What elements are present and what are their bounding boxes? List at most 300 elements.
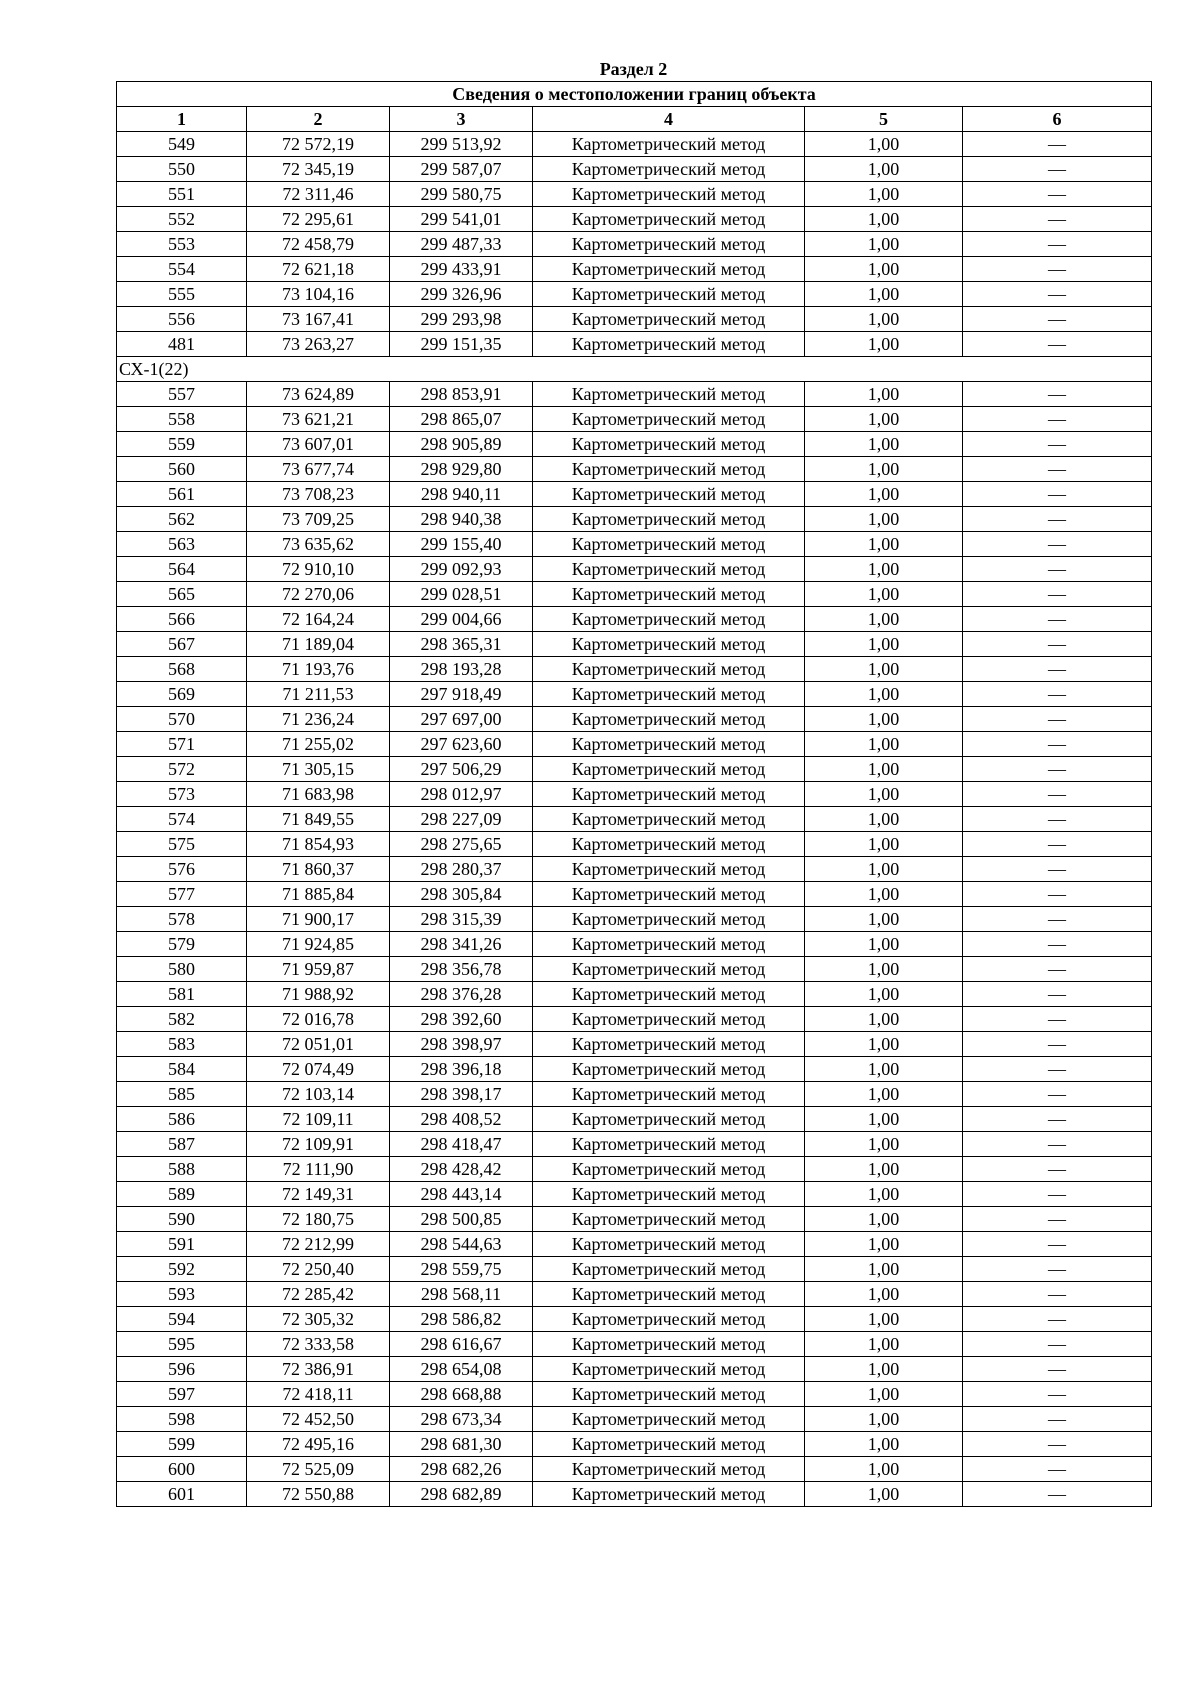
method-cell: Картометрический метод xyxy=(533,1407,805,1432)
table-row xyxy=(117,307,1152,332)
table-row xyxy=(117,1132,1152,1157)
column-numbers-row xyxy=(117,107,1152,132)
group-header-row xyxy=(117,357,1152,382)
column-number: 6 xyxy=(963,107,1152,132)
method-cell: Картометрический метод xyxy=(533,1007,805,1032)
x-coordinate-cell: 72 495,16 xyxy=(247,1432,390,1457)
group-label: СХ-1(22) xyxy=(117,357,1152,382)
y-coordinate-cell: 299 004,66 xyxy=(390,607,533,632)
method-cell: Картометрический метод xyxy=(533,1332,805,1357)
x-coordinate-cell: 72 109,91 xyxy=(247,1132,390,1157)
x-coordinate-cell: 72 572,19 xyxy=(247,132,390,157)
point-number-cell: 592 xyxy=(117,1257,247,1282)
method-cell: Картометрический метод xyxy=(533,407,805,432)
x-coordinate-cell: 73 708,23 xyxy=(247,482,390,507)
y-coordinate-cell: 298 568,11 xyxy=(390,1282,533,1307)
note-cell: — xyxy=(963,982,1152,1007)
method-cell: Картометрический метод xyxy=(533,182,805,207)
point-number-cell: 555 xyxy=(117,282,247,307)
x-coordinate-cell: 72 111,90 xyxy=(247,1157,390,1182)
accuracy-cell: 1,00 xyxy=(805,1482,963,1507)
table-row xyxy=(117,782,1152,807)
method-cell: Картометрический метод xyxy=(533,557,805,582)
table-row xyxy=(117,807,1152,832)
table-row xyxy=(117,1232,1152,1257)
x-coordinate-cell: 71 854,93 xyxy=(247,832,390,857)
accuracy-cell: 1,00 xyxy=(805,1007,963,1032)
note-cell: — xyxy=(963,1407,1152,1432)
x-coordinate-cell: 71 924,85 xyxy=(247,932,390,957)
x-coordinate-cell: 71 255,02 xyxy=(247,732,390,757)
x-coordinate-cell: 73 624,89 xyxy=(247,382,390,407)
method-cell: Картометрический метод xyxy=(533,207,805,232)
y-coordinate-cell: 298 940,38 xyxy=(390,507,533,532)
accuracy-cell: 1,00 xyxy=(805,1432,963,1457)
point-number-cell: 569 xyxy=(117,682,247,707)
x-coordinate-cell: 71 211,53 xyxy=(247,682,390,707)
point-number-cell: 583 xyxy=(117,1032,247,1057)
table-row xyxy=(117,1082,1152,1107)
point-number-cell: 596 xyxy=(117,1357,247,1382)
accuracy-cell: 1,00 xyxy=(805,882,963,907)
note-cell: — xyxy=(963,682,1152,707)
point-number-cell: 557 xyxy=(117,382,247,407)
accuracy-cell: 1,00 xyxy=(805,957,963,982)
method-cell: Картометрический метод xyxy=(533,282,805,307)
y-coordinate-cell: 298 905,89 xyxy=(390,432,533,457)
x-coordinate-cell: 72 333,58 xyxy=(247,1332,390,1357)
table-row xyxy=(117,182,1152,207)
x-coordinate-cell: 72 074,49 xyxy=(247,1057,390,1082)
method-cell: Картометрический метод xyxy=(533,807,805,832)
x-coordinate-cell: 72 386,91 xyxy=(247,1357,390,1382)
point-number-cell: 550 xyxy=(117,157,247,182)
column-number: 2 xyxy=(247,107,390,132)
y-coordinate-cell: 298 544,63 xyxy=(390,1232,533,1257)
table-body xyxy=(117,82,1152,1507)
accuracy-cell: 1,00 xyxy=(805,282,963,307)
x-coordinate-cell: 71 988,92 xyxy=(247,982,390,1007)
method-cell: Картометрический метод xyxy=(533,432,805,457)
method-cell: Картометрический метод xyxy=(533,457,805,482)
note-cell: — xyxy=(963,657,1152,682)
x-coordinate-cell: 72 149,31 xyxy=(247,1182,390,1207)
table-row xyxy=(117,382,1152,407)
table-row xyxy=(117,332,1152,357)
y-coordinate-cell: 298 668,88 xyxy=(390,1382,533,1407)
y-coordinate-cell: 298 428,42 xyxy=(390,1157,533,1182)
method-cell: Картометрический метод xyxy=(533,1282,805,1307)
accuracy-cell: 1,00 xyxy=(805,832,963,857)
x-coordinate-cell: 73 635,62 xyxy=(247,532,390,557)
method-cell: Картометрический метод xyxy=(533,707,805,732)
note-cell: — xyxy=(963,157,1152,182)
method-cell: Картометрический метод xyxy=(533,1082,805,1107)
method-cell: Картометрический метод xyxy=(533,582,805,607)
x-coordinate-cell: 73 104,16 xyxy=(247,282,390,307)
note-cell: — xyxy=(963,1282,1152,1307)
method-cell: Картометрический метод xyxy=(533,507,805,532)
y-coordinate-cell: 298 586,82 xyxy=(390,1307,533,1332)
table-row xyxy=(117,132,1152,157)
x-coordinate-cell: 72 212,99 xyxy=(247,1232,390,1257)
point-number-cell: 593 xyxy=(117,1282,247,1307)
y-coordinate-cell: 299 541,01 xyxy=(390,207,533,232)
table-row xyxy=(117,657,1152,682)
accuracy-cell: 1,00 xyxy=(805,982,963,1007)
note-cell: — xyxy=(963,782,1152,807)
note-cell: — xyxy=(963,282,1152,307)
method-cell: Картометрический метод xyxy=(533,1182,805,1207)
method-cell: Картометрический метод xyxy=(533,982,805,1007)
y-coordinate-cell: 298 398,17 xyxy=(390,1082,533,1107)
accuracy-cell: 1,00 xyxy=(805,582,963,607)
y-coordinate-cell: 298 275,65 xyxy=(390,832,533,857)
note-cell: — xyxy=(963,1357,1152,1382)
table-row xyxy=(117,1482,1152,1507)
x-coordinate-cell: 73 677,74 xyxy=(247,457,390,482)
point-number-cell: 595 xyxy=(117,1332,247,1357)
table-row xyxy=(117,1432,1152,1457)
x-coordinate-cell: 72 910,10 xyxy=(247,557,390,582)
accuracy-cell: 1,00 xyxy=(805,182,963,207)
x-coordinate-cell: 73 167,41 xyxy=(247,307,390,332)
method-cell: Картометрический метод xyxy=(533,232,805,257)
y-coordinate-cell: 298 396,18 xyxy=(390,1057,533,1082)
table-row xyxy=(117,857,1152,882)
note-cell: — xyxy=(963,1257,1152,1282)
method-cell: Картометрический метод xyxy=(533,1382,805,1407)
point-number-cell: 552 xyxy=(117,207,247,232)
y-coordinate-cell: 298 227,09 xyxy=(390,807,533,832)
table-row xyxy=(117,557,1152,582)
point-number-cell: 556 xyxy=(117,307,247,332)
note-cell: — xyxy=(963,832,1152,857)
x-coordinate-cell: 72 345,19 xyxy=(247,157,390,182)
x-coordinate-cell: 71 189,04 xyxy=(247,632,390,657)
y-coordinate-cell: 297 918,49 xyxy=(390,682,533,707)
note-cell: — xyxy=(963,132,1152,157)
x-coordinate-cell: 72 550,88 xyxy=(247,1482,390,1507)
accuracy-cell: 1,00 xyxy=(805,157,963,182)
x-coordinate-cell: 71 683,98 xyxy=(247,782,390,807)
table-row xyxy=(117,282,1152,307)
point-number-cell: 588 xyxy=(117,1157,247,1182)
accuracy-cell: 1,00 xyxy=(805,1182,963,1207)
table-row xyxy=(117,1282,1152,1307)
point-number-cell: 574 xyxy=(117,807,247,832)
point-number-cell: 573 xyxy=(117,782,247,807)
point-number-cell: 568 xyxy=(117,657,247,682)
accuracy-cell: 1,00 xyxy=(805,557,963,582)
note-cell: — xyxy=(963,407,1152,432)
accuracy-cell: 1,00 xyxy=(805,507,963,532)
y-coordinate-cell: 299 513,92 xyxy=(390,132,533,157)
note-cell: — xyxy=(963,1307,1152,1332)
x-coordinate-cell: 72 621,18 xyxy=(247,257,390,282)
y-coordinate-cell: 299 293,98 xyxy=(390,307,533,332)
note-cell: — xyxy=(963,1007,1152,1032)
note-cell: — xyxy=(963,757,1152,782)
accuracy-cell: 1,00 xyxy=(805,1107,963,1132)
method-cell: Картометрический метод xyxy=(533,157,805,182)
column-number: 4 xyxy=(533,107,805,132)
table-row xyxy=(117,407,1152,432)
accuracy-cell: 1,00 xyxy=(805,707,963,732)
table-row xyxy=(117,932,1152,957)
method-cell: Картометрический метод xyxy=(533,1307,805,1332)
y-coordinate-cell: 298 682,26 xyxy=(390,1457,533,1482)
point-number-cell: 580 xyxy=(117,957,247,982)
note-cell: — xyxy=(963,907,1152,932)
note-cell: — xyxy=(963,257,1152,282)
x-coordinate-cell: 72 458,79 xyxy=(247,232,390,257)
table-row xyxy=(117,257,1152,282)
x-coordinate-cell: 71 305,15 xyxy=(247,757,390,782)
accuracy-cell: 1,00 xyxy=(805,682,963,707)
method-cell: Картометрический метод xyxy=(533,632,805,657)
table-row xyxy=(117,582,1152,607)
accuracy-cell: 1,00 xyxy=(805,932,963,957)
point-number-cell: 582 xyxy=(117,1007,247,1032)
x-coordinate-cell: 72 452,50 xyxy=(247,1407,390,1432)
x-coordinate-cell: 71 236,24 xyxy=(247,707,390,732)
point-number-cell: 579 xyxy=(117,932,247,957)
x-coordinate-cell: 71 900,17 xyxy=(247,907,390,932)
x-coordinate-cell: 72 164,24 xyxy=(247,607,390,632)
method-cell: Картометрический метод xyxy=(533,1232,805,1257)
point-number-cell: 594 xyxy=(117,1307,247,1332)
accuracy-cell: 1,00 xyxy=(805,532,963,557)
method-cell: Картометрический метод xyxy=(533,782,805,807)
accuracy-cell: 1,00 xyxy=(805,907,963,932)
method-cell: Картометрический метод xyxy=(533,932,805,957)
y-coordinate-cell: 298 853,91 xyxy=(390,382,533,407)
note-cell: — xyxy=(963,857,1152,882)
method-cell: Картометрический метод xyxy=(533,1357,805,1382)
point-number-cell: 560 xyxy=(117,457,247,482)
y-coordinate-cell: 299 580,75 xyxy=(390,182,533,207)
y-coordinate-cell: 298 418,47 xyxy=(390,1132,533,1157)
point-number-cell: 570 xyxy=(117,707,247,732)
accuracy-cell: 1,00 xyxy=(805,782,963,807)
y-coordinate-cell: 299 587,07 xyxy=(390,157,533,182)
point-number-cell: 551 xyxy=(117,182,247,207)
y-coordinate-cell: 298 012,97 xyxy=(390,782,533,807)
method-cell: Картометрический метод xyxy=(533,307,805,332)
x-coordinate-cell: 71 860,37 xyxy=(247,857,390,882)
x-coordinate-cell: 73 607,01 xyxy=(247,432,390,457)
point-number-cell: 572 xyxy=(117,757,247,782)
x-coordinate-cell: 72 295,61 xyxy=(247,207,390,232)
x-coordinate-cell: 73 263,27 xyxy=(247,332,390,357)
x-coordinate-cell: 72 180,75 xyxy=(247,1207,390,1232)
table-row xyxy=(117,1157,1152,1182)
table-row xyxy=(117,1382,1152,1407)
y-coordinate-cell: 298 940,11 xyxy=(390,482,533,507)
method-cell: Картометрический метод xyxy=(533,257,805,282)
point-number-cell: 584 xyxy=(117,1057,247,1082)
point-number-cell: 578 xyxy=(117,907,247,932)
method-cell: Картометрический метод xyxy=(533,832,805,857)
method-cell: Картометрический метод xyxy=(533,1432,805,1457)
y-coordinate-cell: 297 697,00 xyxy=(390,707,533,732)
method-cell: Картометрический метод xyxy=(533,732,805,757)
method-cell: Картометрический метод xyxy=(533,1057,805,1082)
table-row xyxy=(117,1357,1152,1382)
table-row xyxy=(117,607,1152,632)
method-cell: Картометрический метод xyxy=(533,1257,805,1282)
point-number-cell: 549 xyxy=(117,132,247,157)
table-row xyxy=(117,432,1152,457)
x-coordinate-cell: 73 621,21 xyxy=(247,407,390,432)
accuracy-cell: 1,00 xyxy=(805,1157,963,1182)
note-cell: — xyxy=(963,507,1152,532)
method-cell: Картометрический метод xyxy=(533,1032,805,1057)
x-coordinate-cell: 71 885,84 xyxy=(247,882,390,907)
y-coordinate-cell: 298 315,39 xyxy=(390,907,533,932)
note-cell: — xyxy=(963,1482,1152,1507)
x-coordinate-cell: 72 311,46 xyxy=(247,182,390,207)
y-coordinate-cell: 298 654,08 xyxy=(390,1357,533,1382)
method-cell: Картометрический метод xyxy=(533,1107,805,1132)
accuracy-cell: 1,00 xyxy=(805,732,963,757)
accuracy-cell: 1,00 xyxy=(805,1082,963,1107)
y-coordinate-cell: 299 326,96 xyxy=(390,282,533,307)
note-cell: — xyxy=(963,1207,1152,1232)
table-row xyxy=(117,1182,1152,1207)
accuracy-cell: 1,00 xyxy=(805,657,963,682)
y-coordinate-cell: 298 682,89 xyxy=(390,1482,533,1507)
column-number: 5 xyxy=(805,107,963,132)
table-row xyxy=(117,882,1152,907)
point-number-cell: 586 xyxy=(117,1107,247,1132)
point-number-cell: 577 xyxy=(117,882,247,907)
accuracy-cell: 1,00 xyxy=(805,1207,963,1232)
table-row xyxy=(117,1457,1152,1482)
y-coordinate-cell: 299 155,40 xyxy=(390,532,533,557)
point-number-cell: 559 xyxy=(117,432,247,457)
note-cell: — xyxy=(963,207,1152,232)
note-cell: — xyxy=(963,557,1152,582)
note-cell: — xyxy=(963,457,1152,482)
accuracy-cell: 1,00 xyxy=(805,1357,963,1382)
y-coordinate-cell: 299 151,35 xyxy=(390,332,533,357)
accuracy-cell: 1,00 xyxy=(805,757,963,782)
y-coordinate-cell: 298 408,52 xyxy=(390,1107,533,1132)
y-coordinate-cell: 298 305,84 xyxy=(390,882,533,907)
table-row xyxy=(117,207,1152,232)
table-row xyxy=(117,1257,1152,1282)
x-coordinate-cell: 71 193,76 xyxy=(247,657,390,682)
table-row xyxy=(117,157,1152,182)
table-row xyxy=(117,1057,1152,1082)
method-cell: Картометрический метод xyxy=(533,482,805,507)
method-cell: Картометрический метод xyxy=(533,332,805,357)
point-number-cell: 599 xyxy=(117,1432,247,1457)
note-cell: — xyxy=(963,1232,1152,1257)
y-coordinate-cell: 298 392,60 xyxy=(390,1007,533,1032)
accuracy-cell: 1,00 xyxy=(805,457,963,482)
table-row xyxy=(117,532,1152,557)
y-coordinate-cell: 298 443,14 xyxy=(390,1182,533,1207)
y-coordinate-cell: 298 865,07 xyxy=(390,407,533,432)
accuracy-cell: 1,00 xyxy=(805,232,963,257)
y-coordinate-cell: 298 356,78 xyxy=(390,957,533,982)
accuracy-cell: 1,00 xyxy=(805,257,963,282)
accuracy-cell: 1,00 xyxy=(805,1132,963,1157)
note-cell: — xyxy=(963,382,1152,407)
accuracy-cell: 1,00 xyxy=(805,1457,963,1482)
accuracy-cell: 1,00 xyxy=(805,432,963,457)
y-coordinate-cell: 299 028,51 xyxy=(390,582,533,607)
point-number-cell: 587 xyxy=(117,1132,247,1157)
note-cell: — xyxy=(963,582,1152,607)
y-coordinate-cell: 299 433,91 xyxy=(390,257,533,282)
accuracy-cell: 1,00 xyxy=(805,1057,963,1082)
note-cell: — xyxy=(963,882,1152,907)
method-cell: Картометрический метод xyxy=(533,857,805,882)
note-cell: — xyxy=(963,1132,1152,1157)
y-coordinate-cell: 298 398,97 xyxy=(390,1032,533,1057)
point-number-cell: 554 xyxy=(117,257,247,282)
x-coordinate-cell: 72 525,09 xyxy=(247,1457,390,1482)
table-row xyxy=(117,957,1152,982)
accuracy-cell: 1,00 xyxy=(805,407,963,432)
note-cell: — xyxy=(963,1032,1152,1057)
point-number-cell: 564 xyxy=(117,557,247,582)
method-cell: Картометрический метод xyxy=(533,682,805,707)
point-number-cell: 553 xyxy=(117,232,247,257)
point-number-cell: 566 xyxy=(117,607,247,632)
table-row xyxy=(117,1007,1152,1032)
note-cell: — xyxy=(963,1107,1152,1132)
table-row xyxy=(117,757,1152,782)
column-number: 3 xyxy=(390,107,533,132)
accuracy-cell: 1,00 xyxy=(805,1382,963,1407)
x-coordinate-cell: 72 418,11 xyxy=(247,1382,390,1407)
point-number-cell: 562 xyxy=(117,507,247,532)
accuracy-cell: 1,00 xyxy=(805,607,963,632)
method-cell: Картометрический метод xyxy=(533,382,805,407)
note-cell: — xyxy=(963,1157,1152,1182)
note-cell: — xyxy=(963,607,1152,632)
note-cell: — xyxy=(963,1182,1152,1207)
table-row xyxy=(117,982,1152,1007)
y-coordinate-cell: 298 365,31 xyxy=(390,632,533,657)
accuracy-cell: 1,00 xyxy=(805,1032,963,1057)
y-coordinate-cell: 298 500,85 xyxy=(390,1207,533,1232)
table-row xyxy=(117,457,1152,482)
table-row xyxy=(117,482,1152,507)
accuracy-cell: 1,00 xyxy=(805,132,963,157)
point-number-cell: 585 xyxy=(117,1082,247,1107)
method-cell: Картометрический метод xyxy=(533,757,805,782)
note-cell: — xyxy=(963,332,1152,357)
note-cell: — xyxy=(963,957,1152,982)
table-row xyxy=(117,632,1152,657)
method-cell: Картометрический метод xyxy=(533,957,805,982)
point-number-cell: 591 xyxy=(117,1232,247,1257)
y-coordinate-cell: 298 280,37 xyxy=(390,857,533,882)
note-cell: — xyxy=(963,1432,1152,1457)
accuracy-cell: 1,00 xyxy=(805,1282,963,1307)
note-cell: — xyxy=(963,482,1152,507)
method-cell: Картометрический метод xyxy=(533,882,805,907)
column-number: 1 xyxy=(117,107,247,132)
note-cell: — xyxy=(963,232,1152,257)
table-row xyxy=(117,682,1152,707)
